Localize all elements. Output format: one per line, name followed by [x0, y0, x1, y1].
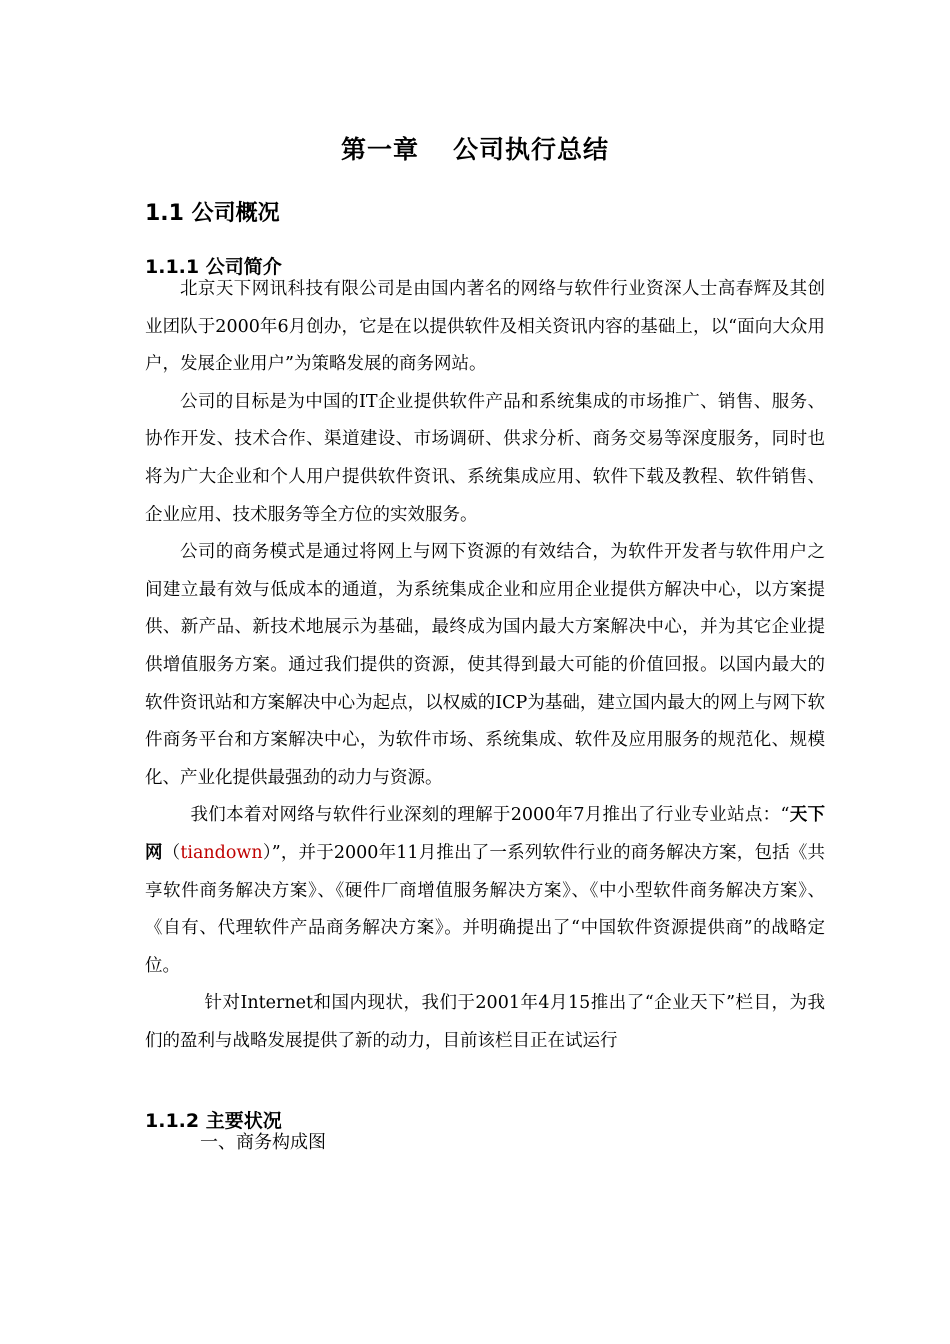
paragraph-enterprise-column: 针对Internet和国内现状，我们于2001年4月15推出了“企业天下”栏目，为我们的盈利与战略发展提供了新的动力，目前该栏目正在试运行 [145, 993, 825, 1051]
history-text-before: 我们本着对网络与软件行业深刻的理解于2000年7月推出了行业专业站点：“ [190, 805, 790, 826]
paragraph-history [145, 797, 825, 985]
subsection-heading-intro: 1.1.1 公司简介 [145, 256, 282, 278]
paragraph-intro: 北京天下网讯科技有限公司是由国内著名的网络与软件行业资深人士高春辉及其创业团队于2000年6月创办，它是在以提供软件及相关资讯内容的基础上，以“面向大众用户，发展企业用户”为策略发展的商务网站。 [145, 279, 825, 375]
paren-close: ） [262, 842, 272, 863]
paragraph-goals: 公司的目标是为中国的IT企业提供软件产品和系统集成的市场推广、销售、服务、协作开发、技术合作、渠道建设、市场调研、供求分析、商务交易等深度服务，同时也将为广大企业和个人用户提供软件资讯、系统集成应用、软件下载及教程、软件销售、企业应用、技术服务等全方位的实效服务。 [145, 391, 825, 525]
body-text [145, 271, 825, 1060]
brand-name-cn: 天下网 [145, 805, 826, 863]
list-item-business-diagram: 一、商务构成图 [200, 1132, 326, 1153]
brand-name-en: tiandown [180, 842, 263, 863]
chapter-name: 公司执行总结 [453, 135, 610, 164]
paragraph-business-model: 公司的商务模式是通过将网上与网下资源的有效结合，为软件开发者与软件用户之间建立最有效与低成本的通道，为系统集成企业和应用企业提供方解决中心，以方案提供、新产品、新技术地展示为基础，最终成为国内最大方案解决中心，并为其它企业提供增值服务方案。通过我们提供的资源，使其得到最大可能的价值回报。以国内最大的软件资讯站和方案解决中心为起点，以权威的ICP为基础，建立国内最大的网上与网下软件商务平台和方案解决中心，为软件市场、系统集成、软件及应用服务的规范化、规模化、产业化提供最强劲的动力与资源。 [145, 542, 825, 788]
section-heading: 1.1 公司概况 [145, 201, 280, 226]
paren-open: （ [162, 842, 181, 863]
subsection-heading-status: 1.1.2 主要状况 [145, 1110, 282, 1132]
chapter-title [0, 130, 950, 166]
chapter-number: 第一章 [340, 135, 419, 164]
history-text-after: ”，并于2000年11月推出了一系列软件行业的商务解决方案，包括《共享软件商务解决方案》、《硬件厂商增值服务解决方案》、《中小型软件商务解决方案》、《自有、代理软件产品商务解决方案》。并明确提出了“中国软件资源提供商”的战略定位。 [145, 842, 825, 976]
